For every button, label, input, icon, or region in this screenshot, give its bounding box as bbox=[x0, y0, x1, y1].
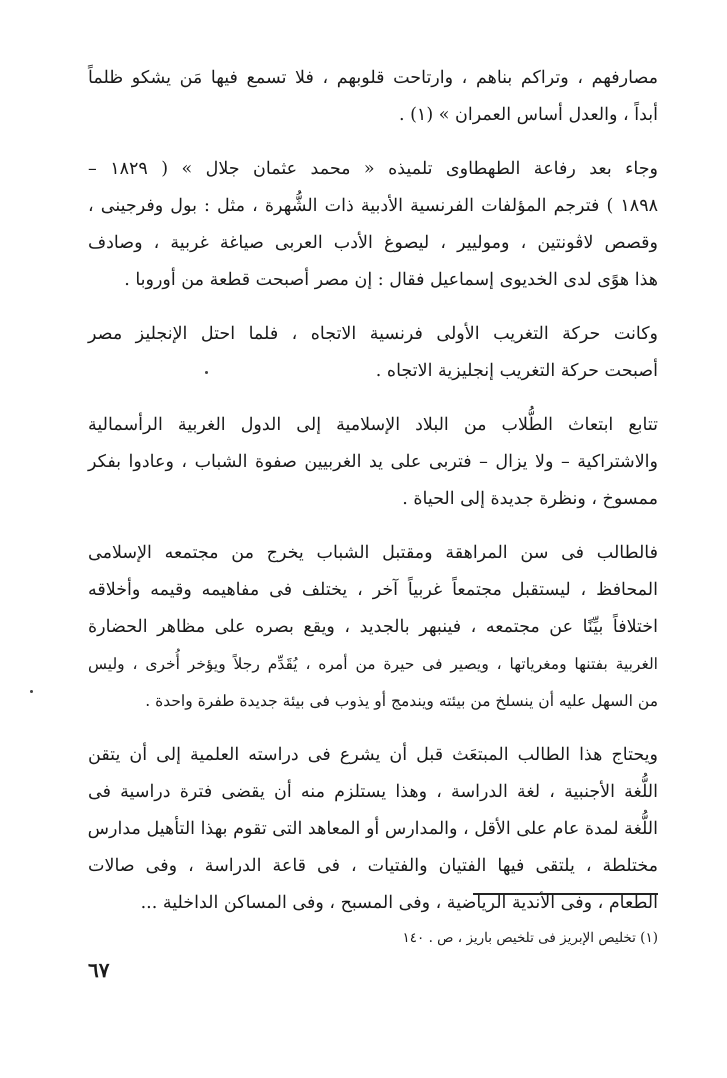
paragraph-4 bbox=[88, 407, 658, 518]
text-line: مختلطة ، يلتقى فيها الفتيان والفتيات ، فى قاعة الدراسة ، وفى صالات bbox=[88, 856, 658, 876]
text-line: اللُّغة الأجنبية ، لغة الدراسة ، وهذا يستلزم منه أن يقضى فترة دراسية فى bbox=[88, 782, 658, 802]
text-line: فالطالب فى سن المراهقة ومقتبل الشباب يخرج من مجتمعه الإسلامى bbox=[88, 543, 658, 563]
paragraph-3 bbox=[88, 316, 658, 390]
text-line: مصارفهم ، وتراكم بناهم ، وارتاحت قلوبهم ، فلا تسمع فيها مَن يشكو ظلماً bbox=[88, 68, 658, 88]
paragraph-2 bbox=[88, 151, 658, 299]
text-line: أصبحت حركة التغريب إنجليزية الاتجاه . bbox=[375, 361, 658, 381]
text-line: وقصص لاڤونتين ، وموليير ، ليصوغ الأدب العربى صياغة غربية ، وصادف bbox=[88, 233, 658, 253]
text-line: أبداً ، والعدل أساس العمران » (١) . bbox=[398, 105, 658, 125]
paragraph-5 bbox=[88, 535, 658, 720]
ink-speck bbox=[205, 371, 208, 374]
text-line: ممسوخ ، ونظرة جديدة إلى الحياة . bbox=[402, 489, 658, 509]
text-line: الطعام ، وفى الأندية الرياضية ، وفى المسبح ، وفى المساكن الداخلية ... bbox=[140, 893, 658, 913]
text-line: والاشتراكية – ولا يزال – فتربى على يد الغربيين صفوة الشباب ، وعادوا بفكر bbox=[88, 452, 658, 472]
text-line: الغربية بفتنها ومغرياتها ، ويصير فى حيرة من أمره ، يُقَدِّم رجلاً ويؤخر أُخرى ، وليس bbox=[88, 655, 658, 673]
page-body bbox=[88, 60, 658, 939]
text-line: ١٨٩٨ ) فترجم المؤلفات الفرنسية الأدبية ذات الشُّهرة ، مثل : بول وفرجينى ، bbox=[88, 196, 658, 216]
paragraph-1 bbox=[88, 60, 658, 134]
text-line: اختلافاً بيِّنًا عن مجتمعه ، فينبهر بالجديد ، ويقع بصره على مظاهر الحضارة bbox=[88, 617, 658, 637]
text-line: وجاء بعد رفاعة الطهطاوى تلميذه « محمد عثمان جلال » ( ١٨٢٩ – bbox=[88, 159, 658, 179]
text-line: تتابع ابتعاث الطُّلاب من البلاد الإسلامية إلى الدول الغربية الرأسمالية bbox=[88, 415, 658, 435]
footnote-rule-line bbox=[473, 893, 658, 895]
text-line: وكانت حركة التغريب الأولى فرنسية الاتجاه ، فلما احتل الإنجليز مصر bbox=[88, 324, 658, 344]
page-number: ٦٧ bbox=[88, 958, 110, 982]
text-line: هذا هوًى لدى الخديوى إسماعيل فقال : إن مصر أصبحت قطعة من أوروبا . bbox=[124, 270, 658, 290]
ink-speck bbox=[30, 690, 33, 693]
text-line: اللُّغة لمدة عام على الأقل ، والمدارس أو المعاهد التى تقوم بهذا التأهيل مدارس bbox=[87, 819, 658, 839]
footnote: (١) تخليص الإبريز فى تلخيص باريز ، ص . ١٤٠ bbox=[402, 930, 658, 946]
footnote-separator bbox=[88, 893, 658, 895]
text-line: ويحتاج هذا الطالب المبتعَث قبل أن يشرع فى دراسته العلمية إلى أن يتقن bbox=[88, 745, 658, 765]
text-line: المحافظ ، ليستقبل مجتمعاً غربياً آخر ، يختلف فى مفاهيمه وقيمه وأخلاقه bbox=[88, 580, 658, 600]
text-line: من السهل عليه أن ينسلخ من بيئته ويندمج أو يذوب فى بيئة جديدة طفرة واحدة . bbox=[145, 692, 658, 710]
